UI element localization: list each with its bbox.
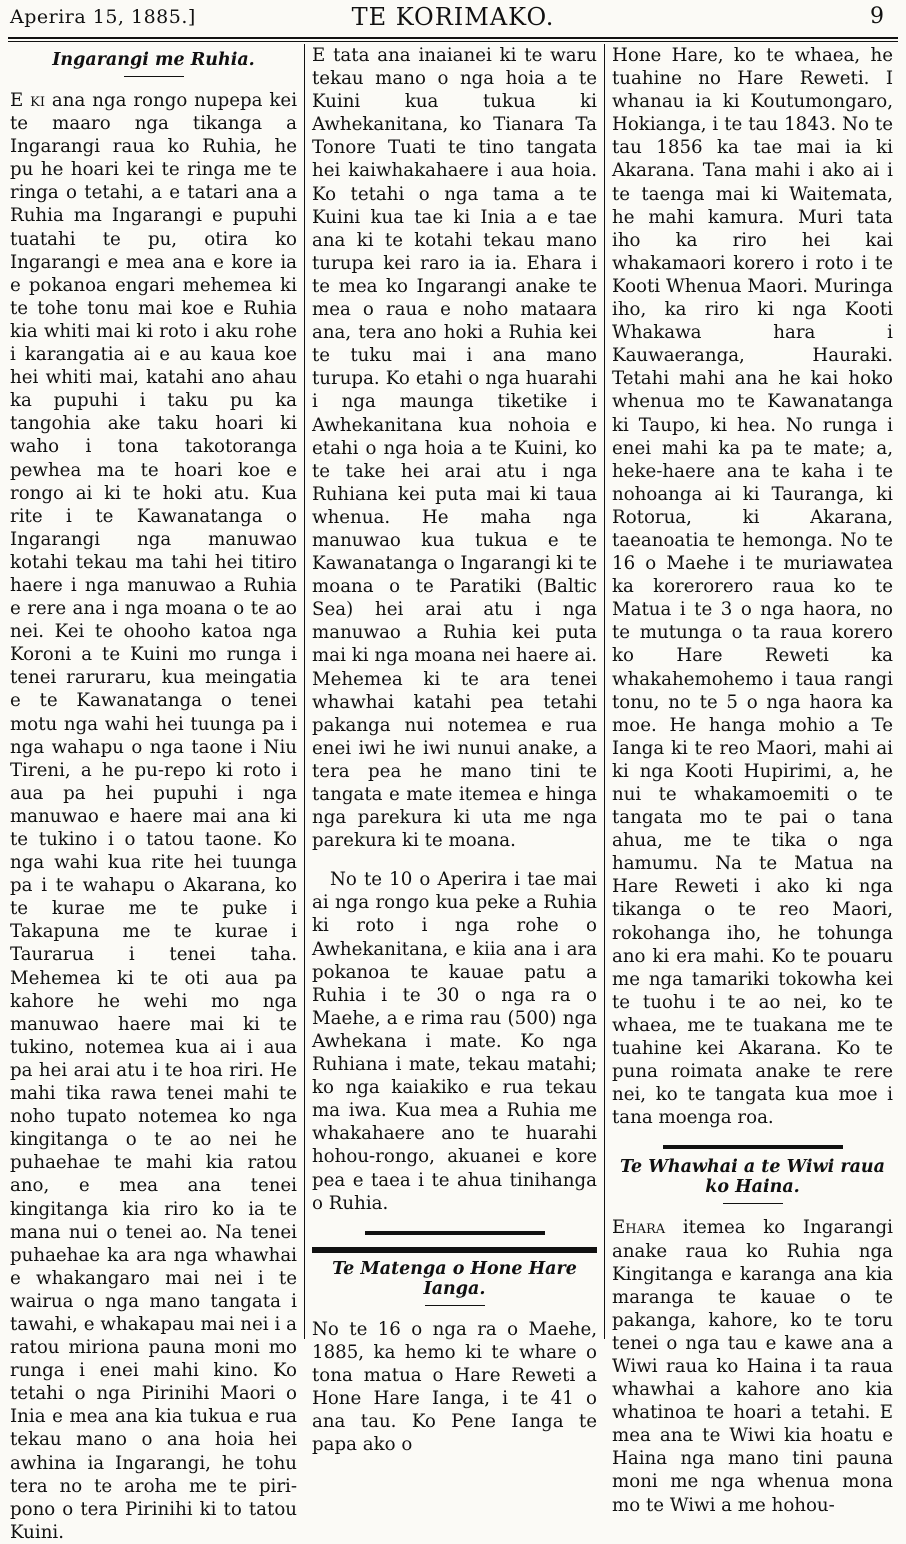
header-rule-thin: [8, 41, 898, 42]
drop-lead: E ki: [10, 90, 46, 111]
article-body: Hone Hare, ko te whaea, he tuahine no Hare Reweti. I whanau ia ki Koutumongaro, Hokianga, i te tau 1843. No te tau 1856 ka tae mai ia ki Akarana. Tana mahi i ako ai i te taenga mai ki Waitemata, he mahi kamura. Muri tata iho ka riro hei kai whakamaori korero i roto i te Kooti Whenua Maori. Muringa iho, ka riro ki nga Kooti Whakawa hara i Kauwaeranga, Hauraki. Tetahi mahi ana he kai hoko whenua mo te Kawanatanga ki Taupo, ki hea. No runga i enei mahi ka pa te mate; a, heke-haere ana te kaha i te nohoanga ai ki Tauranga, ki Rotorua, ki Akarana, taeanoatia te hemonga. No te 16 o Maehe i te muriawatea ka korerorero raua ko te Matua i te 3 o nga haora, no te mutunga o ta raua korero ko Hare Reweti ka whakahemohemo i taua rangi tonu, no te 5 o nga haora ka moe. He hanga mohio a Te Ianga ki te reo Maori, mahi ai ki nga Kooti Hupirimi, a, he nui te whakamoemiti o te tangata mo te pai o tana ahua, me te tika o nga hamumu. Na te Matua na Hare Reweti i ako ki nga tikanga o te reo Maori, rokohanga iho, he tohunga ano ki era mahi. Ko te pouaru me nga tamariki tokowha kei te tuohu i te ao nei, ko te whaea, me te tuakana me te tuahine kei Akarana. Ko te puna roimata anake te rere nei, ko te tangata kua moe i tana moenga roa.: [612, 45, 893, 1129]
column-1: [10, 48, 298, 1543]
decorative-rule: [312, 1247, 597, 1253]
issue-date: Aperira 15, 1885.]: [10, 6, 196, 28]
page-number: 9: [870, 4, 884, 29]
heading-rule: [723, 1203, 783, 1204]
drop-lead: Ehara: [612, 1217, 666, 1239]
masthead-title: TE KORIMAKO.: [351, 3, 555, 31]
section-rule: [663, 1145, 843, 1149]
header-rule: [8, 37, 898, 39]
column-divider: [304, 44, 305, 1339]
column-2: [312, 44, 597, 1456]
section-rule: [365, 1231, 545, 1235]
article-heading: Te Whawhai a te Wiwi raua ko Haina.: [620, 1157, 885, 1198]
article-body: Ehara itemea ko Ingarangi anake raua ko Ruhia nga Kingitanga e karanga ana kia maranga te kauae o te pakanga, kahore, ko te toru tenei o nga tau e kawe ana a Wiwi raua ko Haina i ta raua whawhai a kahore ano kia whatinoa te hoari a tetahi. E mea ana te Wiwi kia hoatu e Haina nga mano tini pauna moni me nga whenua mona mo te Wiwi a me hohou-: [612, 1217, 893, 1516]
column-3: [612, 44, 893, 1516]
column-divider: [604, 44, 605, 1339]
page-header: [0, 0, 906, 36]
article-body: No te 16 o nga ra o Maehe, 1885, ka hemo ki te whare o tona matua o Hare Reweti a Hone Hare Ianga, i te 41 o ana tau. Ko Pene Ianga te papa ako o: [312, 1318, 597, 1456]
article-paragraph: No te 10 o Aperira i tae mai ai nga rongo kua peke a Ruhia ki roto i nga rohe o Awhekanitana, e kiia ana i ara pokanoa te kauae patu a Ruhia i te 30 o nga ra o Maehe, a e rima rau (500) nga Awhekana i mate. Ko nga Ruhiana i mate, tekau matahi; ko nga kaiakiko e rua tekau ma iwa. Kua mea a Ruhia me whakahaere ano te huarahi hohou-rongo, akuanei e kore pea e taea i te ahua tinihanga o Ruhia.: [312, 869, 597, 1214]
article-body: E tata ana inaianei ki te waru tekau mano o nga hoia a te Kuini kua tukua ki Awhekanitana, ko Tianara Ta Tonore Tuati te tino tangata hei kaiwhakahaere i aua hoia. Ko tetahi o nga tama a te Kuini kua tae ki Inia a e tae ana ki te kotahi tekau mano turupa kei raro ia ia. Ehara i te mea ko Ingarangi anake te mea o raua e noho mataara ana, tera ano hoki a Ruhia kei te tuku mai i ana mano turupa. Ko etahi o nga huarahi i nga maunga tiketike i Awhekanitana kua nohoia e etahi o nga hoia a te Kuini, ko te take hei arai atu i nga Ruhiana kei puta mai ki taua whenua. He maha nga manuwao kua tukua e te Kawanatanga o Ingarangi ki te moana o te Paratiki (Baltic Sea) hei arai atu i nga manuwao a Ruhia kei puta mai ki nga moana nei haere ai. Mehemea ki te ara tenei whawhai katahi pea tetahi pakanga nui notemea e rua enei iwi he iwi nunui anake, a tera pea he mano tini te tangata e mate itemea e hinga nga parekura ki uta me nga parekura ki te moana.: [312, 45, 597, 852]
article-body: E ki ana nga rongo nupepa kei te maaro nga tikanga a Ingarangi raua ko Ruhia, he pu he hoari kei te ringa me te ringa o tetahi, a e tatari ana a Ruhia ma Ingarangi e pupuhi tuatahi te pu, otira ko Ingarangi e mea ana e kore ia e pokanoa engari mehemea ki te tohe tonu mai koe e Ruhia kia whiti mai ki roto i aku rohe i karangatia ai e au kaua koe hei whiti mai, katahi ano ahau ka pupuhi i taku pu ka tangohia ake taku hoari ki waho i tona takotoranga pewhea ma te hoari koe e rongo ai ki te hoki atu. Kua rite i te Kawanatanga o Ingarangi nga manuwao kotahi tekau ma tahi hei titiro haere i nga manuwao a Ruhia e rere ana i nga moana o te ao nei. Kei te ohooho katoa nga Koroni a te Kuini mo runga i tenei raruraru, kua meingatia e te Kawanatanga o tenei motu nga wahi hei tuunga pa i nga wahapu o nga taone i Niu Tireni, a he pu-repo ki roto i aua pa hei pupuhi i nga manuwao e haere mai ana ki te tukino i o tatou taone. Ko nga wahi kua rite hei tuunga pa i te wahapu o Akarana, ko te kurae me te puke i Takapuna me te kurae i Taurarua i tenei taha. Mehemea ki te oti aua pa kahore he wehi mo nga manuwao haere mai ki te tukino, notemea kua ai i aua pa hei arai atu i te hoa riri. He mahi tika rawa tenei mahi te noho tupato notemea ko nga kingitanga o te ao nei he puhaehae te mahi kia ratou ano, e mea ana tenei kingitanga kia riro ko ia te mana nui o tenei ao. Na tenei puhaehae ka ara nga whawhai e whakangaro mai nei i te wairua o nga mano tangata i tawahi, e whakapau mai nei i a ratou miriona pauna moni mo runga i enei mahi kino. Ko tetahi o nga Pirinihi Maori o Inia e mea ana kia tukua e rua tekau mano o ana hoia hei awhina ia Ingarangi, he tohu tera no te aroha me te piri-pono o tera Pirinihi ki to tatou Kuini.: [10, 90, 298, 1543]
heading-rule: [425, 1305, 485, 1306]
article-heading: Ingarangi me Ruhia.: [52, 50, 255, 70]
article-heading: Te Matenga o Hone Hare Ianga.: [332, 1258, 577, 1299]
heading-rule: [124, 76, 184, 77]
